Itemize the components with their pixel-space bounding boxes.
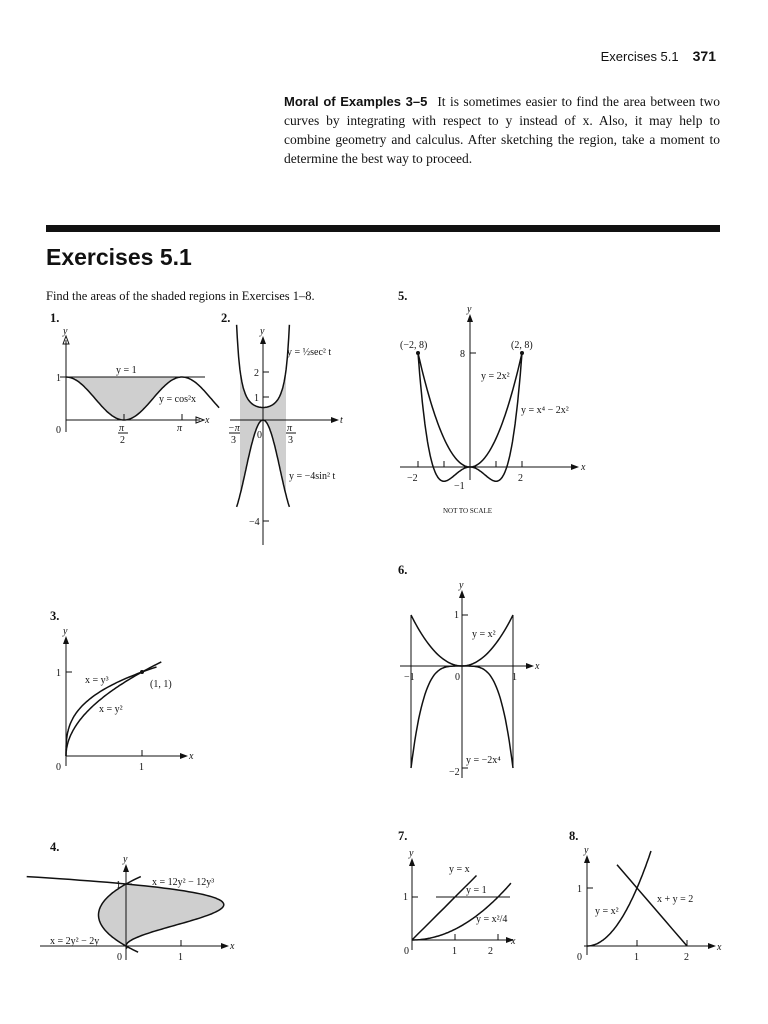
exercise-7-y-label: y <box>409 848 414 859</box>
exercise-5-x-label: x <box>581 462 586 473</box>
exercise-5-c2-label: y = x⁴ − 2x² <box>521 405 569 416</box>
exercise-8-c1-label: y = x² <box>595 906 619 917</box>
exercise-3-y-label: y <box>63 626 68 637</box>
exercise-7-zero-label: 0 <box>404 946 409 957</box>
exercise-8-x-arrow <box>708 943 716 949</box>
exercise-5-y-arrow <box>467 314 473 322</box>
exercise-6-x-arrow <box>526 663 534 669</box>
exercise-3-one-y-label: 1 <box>56 668 61 679</box>
exercise-2-m4-label: −4 <box>249 517 260 528</box>
exercise-7-x-label: x <box>511 936 516 947</box>
exercise-4-c1-label: x = 12y² − 12y³ <box>152 877 215 888</box>
exercise-1-y-label: y <box>63 326 68 337</box>
exercise-8-figure <box>577 845 722 963</box>
exercise-5-point-left-label: (−2, 8) <box>400 340 428 351</box>
exercise-1-x-label: x <box>205 415 210 426</box>
exercise-5-number: 5. <box>398 289 408 303</box>
exercise-8-x2-label: 2 <box>684 952 689 963</box>
exercise-2-y-label: y <box>260 326 265 337</box>
header-section: Exercises 5.1 <box>600 49 679 64</box>
exercise-3-one-x-label: 1 <box>139 762 144 773</box>
exercise-3-y-arrow <box>63 636 69 644</box>
exercise-6-c1-label: y = x² <box>472 629 496 640</box>
exercise-2-neg-pi-num: −π <box>228 423 240 434</box>
exercise-5-m1-label: −1 <box>454 481 465 492</box>
exercise-4-zero-label: 0 <box>117 952 122 963</box>
exercise-7-figure <box>403 848 516 957</box>
exercise-6-y-arrow <box>459 590 465 598</box>
exercise-8-one-label: 1 <box>577 884 582 895</box>
exercise-4-y-label: y <box>123 854 128 865</box>
exercise-8-zero-label: 0 <box>577 952 582 963</box>
exercise-7-x1-label: 1 <box>452 946 457 957</box>
exercise-2-pi-num: π <box>287 423 293 434</box>
exercise-1-figure <box>56 326 219 446</box>
exercise-7-c2-label: y = 1 <box>466 885 487 896</box>
exercise-7-number: 7. <box>398 829 408 843</box>
exercise-5-point-left <box>416 351 420 355</box>
exercise-5-point-right-label: (2, 8) <box>511 340 533 351</box>
exercise-3-x-arrow <box>180 753 188 759</box>
exercise-4-one-y-label: 1 <box>116 880 121 891</box>
exercise-1-y1-label: y = 1 <box>116 365 137 376</box>
exercise-3-number: 3. <box>50 609 60 623</box>
exercise-6-figure <box>400 580 540 778</box>
exercise-1-one-label: 1 <box>56 373 61 384</box>
moral-title: Moral of Examples 3–5 <box>284 94 428 109</box>
exercise-5-eight-label: 8 <box>460 349 465 360</box>
exercise-5-two-label: 2 <box>518 473 523 484</box>
section-title: Exercises 5.1 <box>46 244 192 270</box>
exercise-2-top-label: y = ½sec² t <box>287 347 332 358</box>
exercise-4-x-label: x <box>230 941 235 952</box>
exercise-2-y-arrow <box>260 336 266 344</box>
exercise-8-c2-label: x + y = 2 <box>657 894 694 905</box>
exercise-6-c2-label: y = −2x⁴ <box>466 755 501 766</box>
exercise-6-p1-label: 1 <box>512 672 517 683</box>
exercise-2-bottom-label: y = −4sin² t <box>289 471 336 482</box>
exercise-8-y-arrow <box>584 855 590 863</box>
exercise-2-one-label: 1 <box>254 393 259 404</box>
exercise-4-number: 4. <box>50 840 60 854</box>
exercise-6-number: 6. <box>398 563 408 577</box>
page-number: 371 <box>692 48 716 64</box>
exercise-7-c1-label: y = x <box>449 864 470 875</box>
exercise-7-parabola-curve <box>412 883 511 940</box>
exercise-7-x2-label: 2 <box>488 946 493 957</box>
exercise-2-t-arrow <box>331 417 339 423</box>
exercise-2-figure <box>228 325 343 545</box>
exercise-8-x-label: x <box>717 942 722 953</box>
exercise-2-neg-pi-den: 3 <box>231 435 236 446</box>
exercise-3-zero-label: 0 <box>56 762 61 773</box>
exercise-1-pi-half-num: π <box>119 423 125 434</box>
exercise-1-zero-label: 0 <box>56 425 61 436</box>
exercise-8-line-curve <box>617 865 687 946</box>
exercise-6-x-label: x <box>535 661 540 672</box>
exercise-1-number: 1. <box>50 311 60 325</box>
exercise-5-c1-label: y = 2x² <box>481 371 510 382</box>
exercise-8-number: 8. <box>569 829 579 843</box>
exercise-4-figure <box>27 854 235 963</box>
exercise-1-curve-label: y = cos²x <box>159 394 196 405</box>
exercise-7-one-label: 1 <box>403 892 408 903</box>
exercise-6-zero-label: 0 <box>455 672 460 683</box>
exercise-8-parabola-curve <box>587 851 651 946</box>
exercise-5-x-arrow <box>571 464 579 470</box>
exercise-5-point-right <box>520 351 524 355</box>
exercise-3-point-label: (1, 1) <box>150 679 172 690</box>
exercise-5-figure <box>400 304 586 515</box>
exercise-4-one-x-label: 1 <box>178 952 183 963</box>
exercise-6-m1-label: −1 <box>404 672 415 683</box>
exercise-6-m2-label: −2 <box>449 767 460 778</box>
exercise-7-y-arrow <box>409 858 415 866</box>
exercise-1-pi-label: π <box>177 423 183 434</box>
exercise-2-zero-label: 0 <box>257 430 262 441</box>
exercise-4-shaded-region <box>99 884 224 946</box>
exercise-4-x-arrow <box>221 943 229 949</box>
exercise-2-pi-den: 3 <box>288 435 293 446</box>
exercise-6-one-label: 1 <box>454 610 459 621</box>
moral-text: It is sometimes easier to find the area between two curves by integrating with respect to y instead of x. Also, it may help to combine geometry and calculus. After sketching the region, take a moment to determine the best way to proceed. <box>284 94 720 166</box>
exercise-3-intersection-point <box>140 670 144 674</box>
exercise-2-number: 2. <box>221 311 231 325</box>
exercise-2-t-label: t <box>340 415 343 426</box>
exercise-7-c3-label: y = x²/4 <box>476 914 508 925</box>
exercise-5-m2-label: −2 <box>407 473 418 484</box>
exercise-3-x-label: x <box>189 751 194 762</box>
exercise-5-y-label: y <box>467 304 472 315</box>
exercise-6-y-label: y <box>459 580 464 591</box>
instructions: Find the areas of the shaded regions in Exercises 1–8. <box>46 289 315 303</box>
exercise-3-c2-label: x = y² <box>99 704 123 715</box>
exercise-3-figure <box>56 626 194 773</box>
exercise-4-c2-label: x = 2y² − 2y <box>50 936 100 947</box>
exercise-4-y-arrow <box>123 864 129 872</box>
exercise-8-y-label: y <box>584 845 589 856</box>
exercise-3-c1-label: x = y³ <box>85 675 109 686</box>
exercise-8-x1-label: 1 <box>634 952 639 963</box>
exercise-1-pi-half-den: 2 <box>120 435 125 446</box>
exercise-5-note: NOT TO SCALE <box>443 507 493 515</box>
exercise-2-two-label: 2 <box>254 368 259 379</box>
